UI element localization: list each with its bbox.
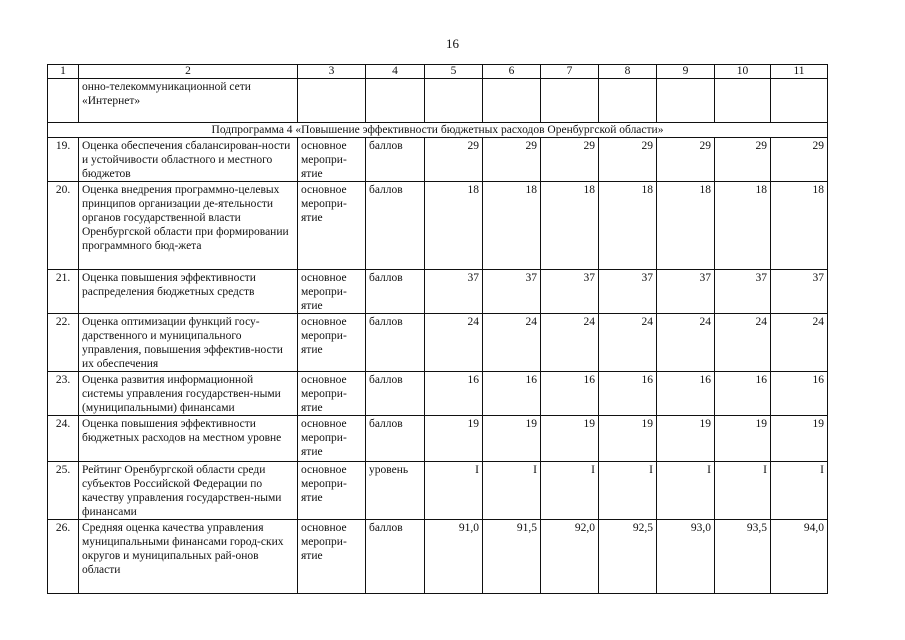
row-number: 21. (48, 270, 79, 314)
indicator-name: Оценка повышения эффективности распределения бюджетных средств (79, 270, 298, 314)
indicator-type: основное меропри-ятие (298, 314, 366, 372)
unit-of-measure: баллов (366, 372, 425, 416)
indicator-value: 16 (541, 372, 599, 416)
column-header: 9 (657, 65, 715, 79)
indicator-value: 93,0 (657, 520, 715, 594)
unit-of-measure: баллов (366, 138, 425, 182)
column-header: 6 (483, 65, 541, 79)
indicator-value: 29 (483, 138, 541, 182)
indicator-value: 19 (715, 416, 771, 462)
indicator-value: 24 (657, 314, 715, 372)
indicator-name: Оценка развития информационной системы управления государствен-ными (муниципальными) финансами (79, 372, 298, 416)
indicator-type: основное меропри-ятие (298, 270, 366, 314)
column-header: 7 (541, 65, 599, 79)
indicator-value: 37 (715, 270, 771, 314)
indicator-value: I (715, 462, 771, 520)
indicator-value: 19 (771, 416, 828, 462)
subprogram-row (48, 123, 828, 138)
indicator-value: I (425, 462, 483, 520)
indicator-value: 92,5 (599, 520, 657, 594)
indicator-value: 29 (541, 138, 599, 182)
indicator-value: 19 (657, 416, 715, 462)
page-number: 16 (446, 36, 459, 51)
indicator-type: основное меропри-ятие (298, 372, 366, 416)
indicator-name: Оценка обеспечения сбалансирован-ности и устойчивости областного и местного бюджетов (79, 138, 298, 182)
indicator-type: основное меропри-ятие (298, 182, 366, 270)
indicator-value: 37 (657, 270, 715, 314)
table-row (48, 138, 828, 182)
indicator-value: 18 (425, 182, 483, 270)
header-row (48, 65, 828, 79)
indicator-value: 16 (715, 372, 771, 416)
column-header: 11 (771, 65, 828, 79)
indicator-name: Оценка повышения эффективности бюджетных расходов на местном уровне (79, 416, 298, 462)
row-number: 26. (48, 520, 79, 594)
indicator-value: I (483, 462, 541, 520)
indicator-value: 29 (599, 138, 657, 182)
indicator-type: основное меропри-ятие (298, 138, 366, 182)
indicator-value: 16 (657, 372, 715, 416)
indicator-name: Рейтинг Оренбургской области среди субъектов Российской Федерации по качеству управления государствен-ными финансами (79, 462, 298, 520)
indicator-value: 24 (425, 314, 483, 372)
indicator-value: 18 (599, 182, 657, 270)
indicator-value: I (657, 462, 715, 520)
indicator-value: 18 (541, 182, 599, 270)
indicator-value: 24 (541, 314, 599, 372)
indicator-value: 24 (599, 314, 657, 372)
indicator-value: 29 (771, 138, 828, 182)
unit-of-measure: баллов (366, 314, 425, 372)
indicator-value: 16 (599, 372, 657, 416)
indicators-table (47, 64, 828, 594)
continuation-num (48, 79, 79, 123)
unit-of-measure: уровень (366, 462, 425, 520)
column-header: 5 (425, 65, 483, 79)
indicator-value: 16 (771, 372, 828, 416)
indicator-value: 37 (541, 270, 599, 314)
indicator-value: 94,0 (771, 520, 828, 594)
indicator-type: основное меропри-ятие (298, 416, 366, 462)
column-header: 3 (298, 65, 366, 79)
indicator-value: 37 (425, 270, 483, 314)
indicator-value: 29 (657, 138, 715, 182)
table-row (48, 416, 828, 462)
row-number: 22. (48, 314, 79, 372)
indicator-value: 37 (599, 270, 657, 314)
table-row (48, 182, 828, 270)
continuation-row (48, 79, 828, 123)
column-header: 10 (715, 65, 771, 79)
indicator-name: Средняя оценка качества управления муниципальными финансами город-ских округов и муниципальных рай-онов области (79, 520, 298, 594)
table-row (48, 314, 828, 372)
indicator-value: 24 (771, 314, 828, 372)
indicator-value: 16 (425, 372, 483, 416)
column-header: 4 (366, 65, 425, 79)
indicator-value: 19 (541, 416, 599, 462)
indicator-value: 18 (483, 182, 541, 270)
indicator-name: Оценка внедрения программно-целевых принципов организации де-ятельности органов государственной власти Оренбургской области при формировании программного бюд-жета (79, 182, 298, 270)
indicator-value: 91,5 (483, 520, 541, 594)
row-number: 19. (48, 138, 79, 182)
indicator-value: 16 (483, 372, 541, 416)
unit-of-measure: баллов (366, 520, 425, 594)
table-row (48, 372, 828, 416)
indicator-type: основное меропри-ятие (298, 520, 366, 594)
indicator-value: 37 (483, 270, 541, 314)
indicator-value: 92,0 (541, 520, 599, 594)
indicator-value: 19 (599, 416, 657, 462)
column-header: 1 (48, 65, 79, 79)
indicator-value: I (771, 462, 828, 520)
row-number: 20. (48, 182, 79, 270)
indicator-value: 18 (657, 182, 715, 270)
unit-of-measure: баллов (366, 416, 425, 462)
continuation-name: онно-телекоммуникационной сети «Интернет» (79, 79, 298, 123)
table-row (48, 270, 828, 314)
unit-of-measure: баллов (366, 270, 425, 314)
indicator-value: 37 (771, 270, 828, 314)
indicator-value: 29 (425, 138, 483, 182)
column-header: 2 (79, 65, 298, 79)
table-row (48, 462, 828, 520)
indicator-value: 29 (715, 138, 771, 182)
indicator-value: I (541, 462, 599, 520)
subprogram-title: Подпрограмма 4 «Повышение эффективности бюджетных расходов Оренбургской области» (48, 123, 828, 138)
indicator-value: 24 (715, 314, 771, 372)
indicator-value: 19 (425, 416, 483, 462)
indicator-value: 93,5 (715, 520, 771, 594)
indicator-value: 24 (483, 314, 541, 372)
indicator-value: 18 (771, 182, 828, 270)
indicator-value: 18 (715, 182, 771, 270)
indicator-value: I (599, 462, 657, 520)
indicator-value: 91,0 (425, 520, 483, 594)
table-row (48, 520, 828, 594)
unit-of-measure: баллов (366, 182, 425, 270)
indicator-type: основное меропри-ятие (298, 462, 366, 520)
row-number: 25. (48, 462, 79, 520)
row-number: 23. (48, 372, 79, 416)
column-header: 8 (599, 65, 657, 79)
indicator-value: 19 (483, 416, 541, 462)
indicator-name: Оценка оптимизации функций госу-дарственного и муниципального управления, повышения эффектив-ности их обеспечения (79, 314, 298, 372)
row-number: 24. (48, 416, 79, 462)
